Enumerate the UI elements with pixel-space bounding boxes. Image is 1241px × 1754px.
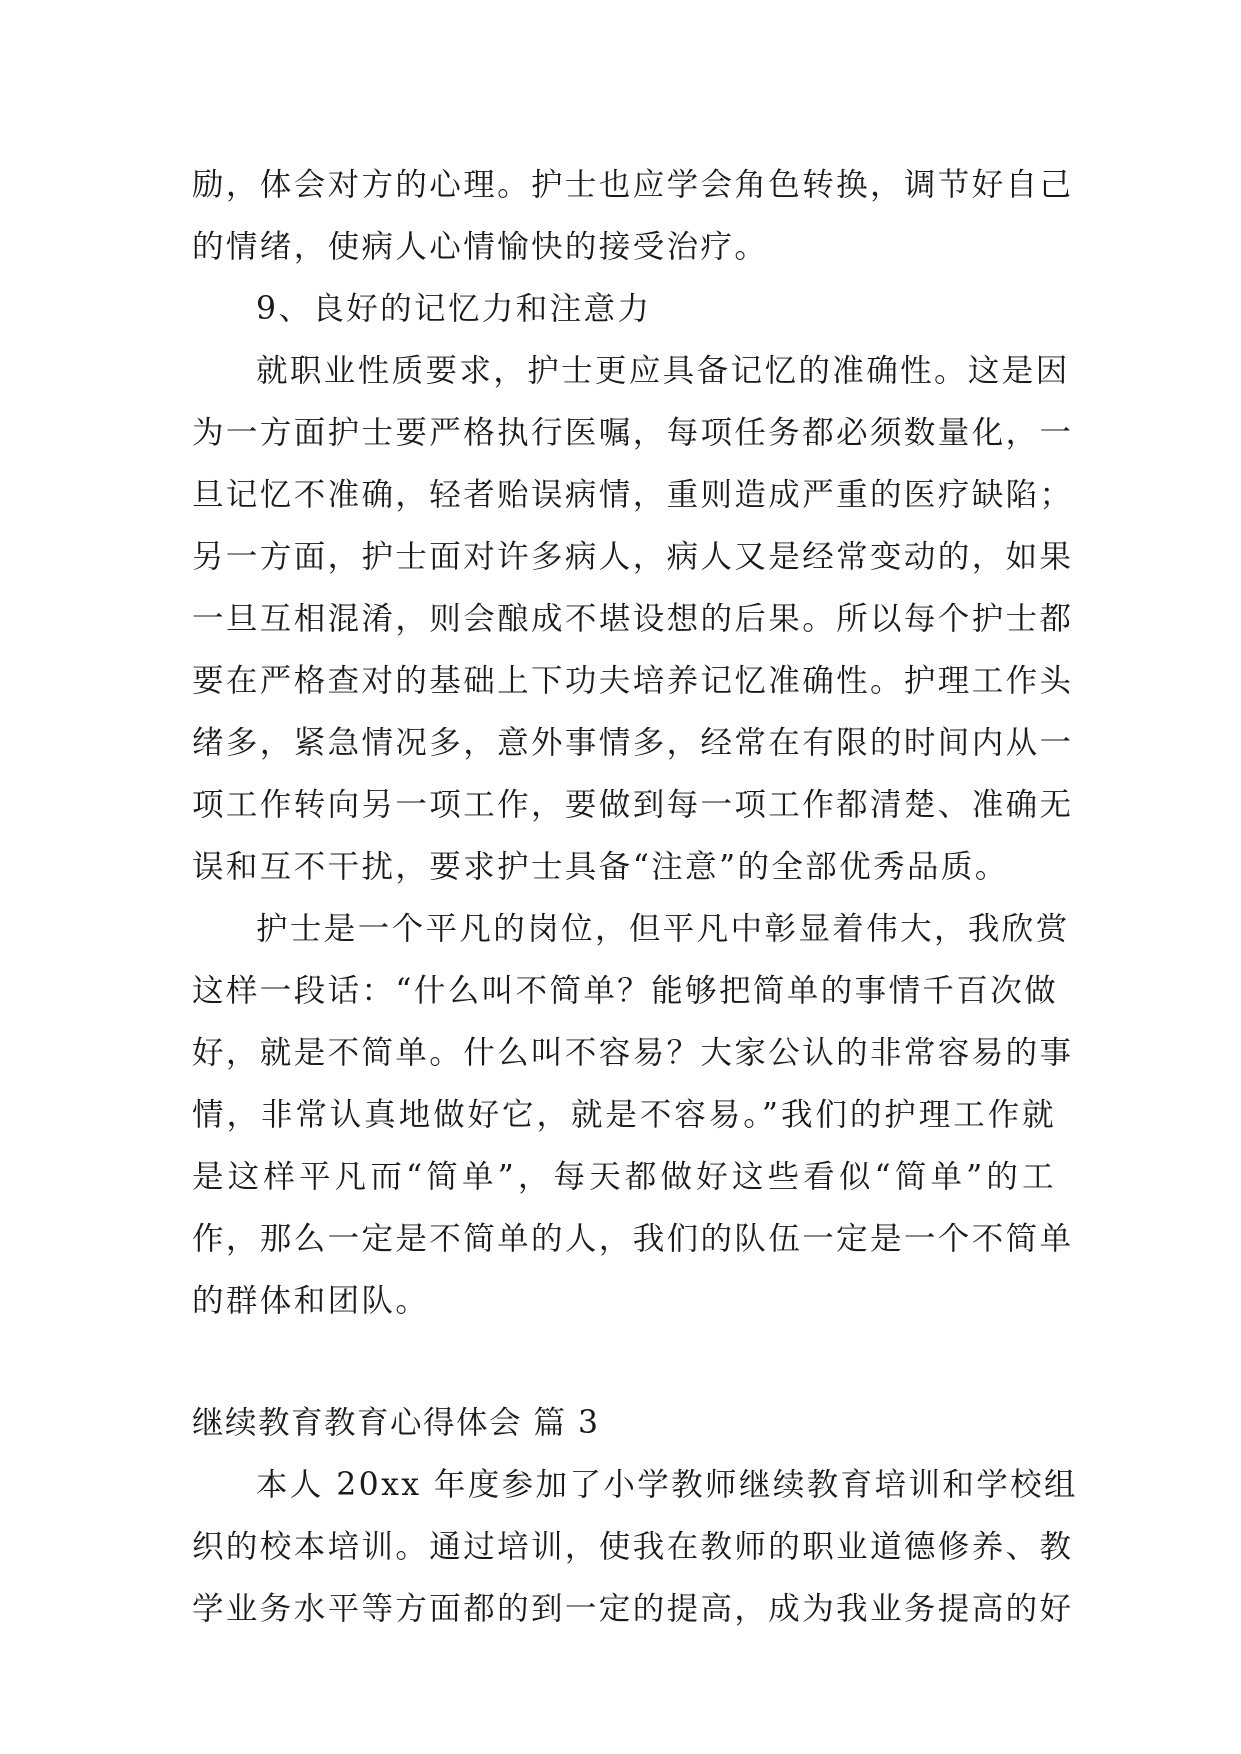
text-line: 绪多，紧急情况多，意外事情多，经常在有限的时间内从一 <box>192 725 1074 761</box>
text-line: 的情绪，使病人心情愉快的接受治疗。 <box>192 229 769 265</box>
text-line: 本人 20xx 年度参加了小学教师继续教育培训和学校组 <box>256 1467 1078 1503</box>
subheading-text: 9、良好的记忆力和注意力 <box>256 291 652 327</box>
section-spacer <box>192 1332 1056 1392</box>
paragraph-continuation <box>192 154 1074 278</box>
paragraph-nurse-role <box>192 898 1074 1332</box>
paragraph-memory <box>192 340 1074 898</box>
text-line: 要在严格查对的基础上下功夫培养记忆准确性。护理工作头 <box>192 663 1074 699</box>
text-line: 另一方面，护士面对许多病人，病人又是经常变动的，如果 <box>192 539 1074 575</box>
text-line: 好，就是不简单。什么叫不容易？大家公认的非常容易的事 <box>192 1035 1074 1071</box>
text-line: 织的校本培训。通过培训，使我在教师的职业道德修养、教 <box>192 1529 1074 1565</box>
text-line: 项工作转向另一项工作，要做到每一项工作都清楚、准确无 <box>192 787 1074 823</box>
text-line: 护士是一个平凡的岗位，但平凡中彰显着伟大，我欣赏 <box>256 911 1070 947</box>
text-line: 励，体会对方的心理。护士也应学会角色转换，调节好自己 <box>192 167 1074 203</box>
paragraph-continuing-education <box>192 1454 1078 1640</box>
text-line: 作，那么一定是不简单的人，我们的队伍一定是一个不简单 <box>192 1221 1074 1257</box>
section-title: 继续教育教育心得体会 篇 3 <box>192 1405 600 1441</box>
text-line: 一旦互相混淆，则会酿成不堪设想的后果。所以每个护士都 <box>192 601 1074 637</box>
subheading-memory-attention <box>192 278 1056 340</box>
section-heading <box>192 1392 1056 1454</box>
text-line: 情，非常认真地做好它，就是不容易。”我们的护理工作就 <box>192 1097 1056 1133</box>
text-line: 是这样平凡而“简单”，每天都做好这些看似“简单”的工 <box>192 1159 1056 1195</box>
document-page <box>192 154 1078 1640</box>
text-line: 旦记忆不准确，轻者贻误病情，重则造成严重的医疗缺陷； <box>192 477 1074 513</box>
text-line: 为一方面护士要严格执行医嘱，每项任务都必须数量化，一 <box>192 415 1074 451</box>
text-line: 就职业性质要求，护士更应具备记忆的准确性。这是因 <box>256 353 1070 389</box>
text-line: 的群体和团队。 <box>192 1283 430 1319</box>
text-line: 误和互不干扰，要求护士具备“注意”的全部优秀品质。 <box>192 849 1009 885</box>
text-line: 这样一段话：“什么叫不简单？能够把简单的事情千百次做 <box>192 973 1059 1009</box>
text-line: 学业务水平等方面都的到一定的提高，成为我业务提高的好 <box>192 1591 1074 1627</box>
